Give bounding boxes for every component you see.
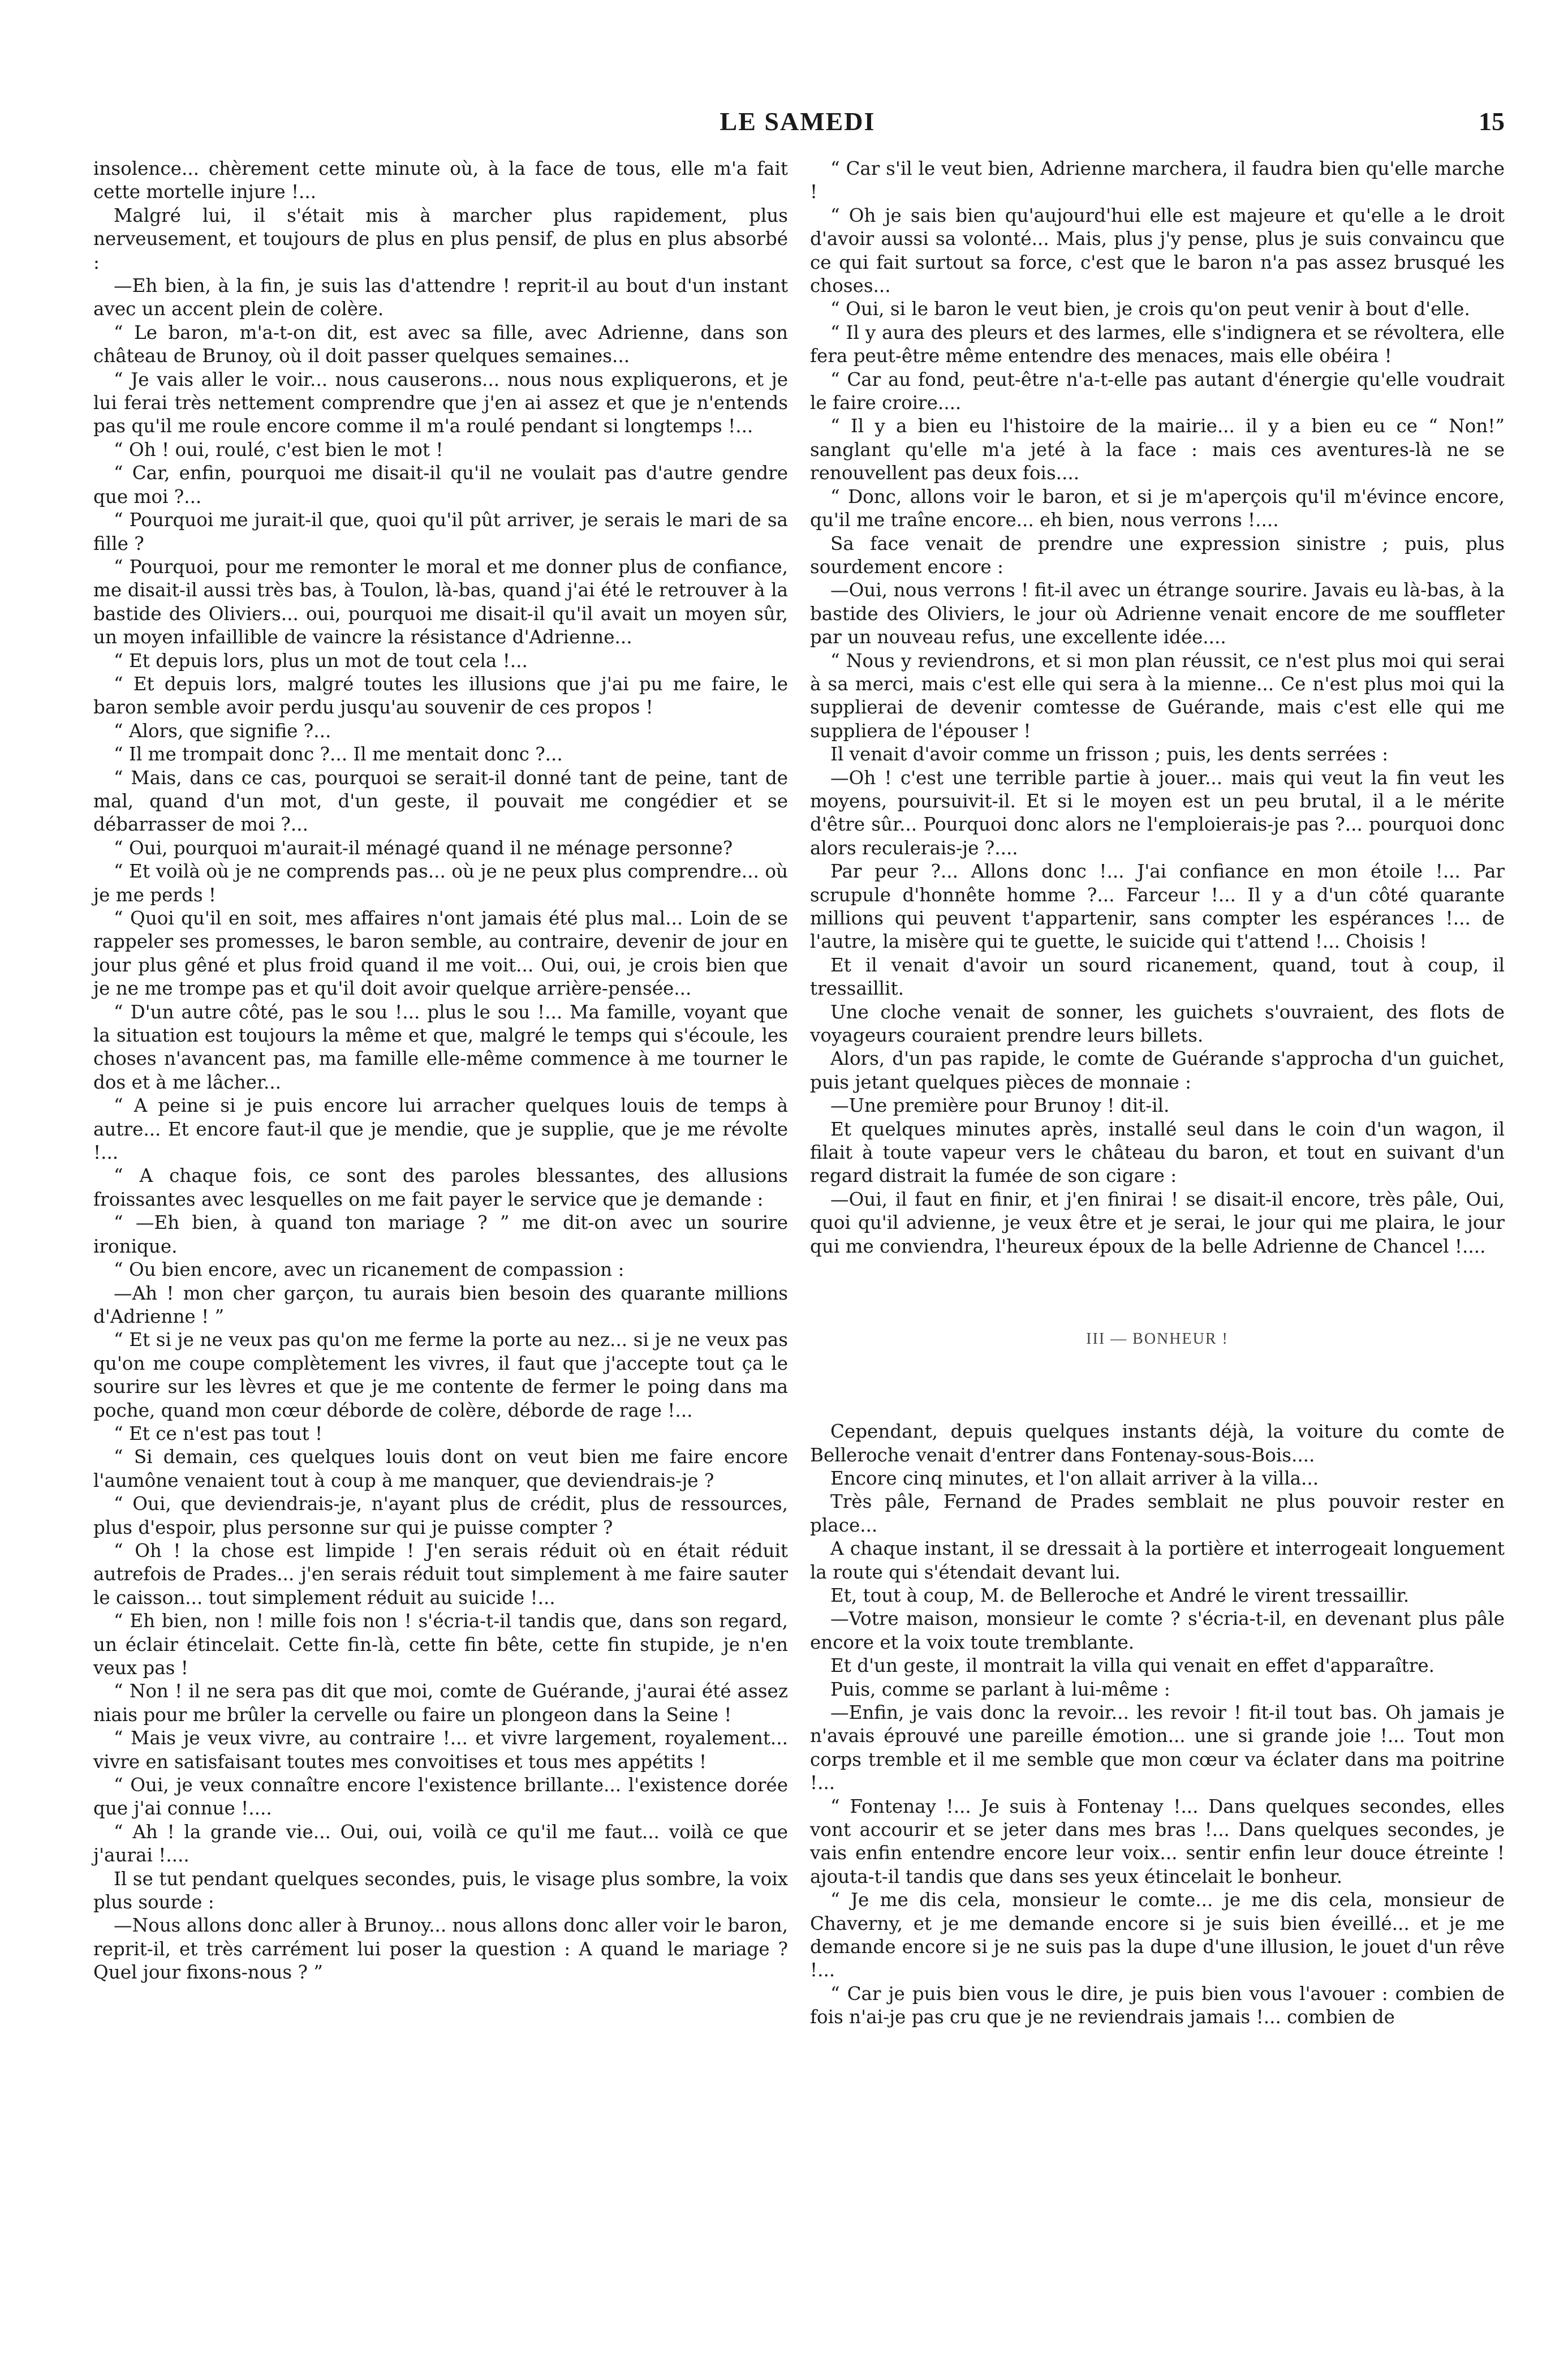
paragraph: Et d'un geste, il montrait la villa qui venait en effet d'apparaître. [830,1655,1435,1677]
paragraph: “ Oh ! la chose est limpide ! J'en serais réduit où en était réduit autrefois de Prades... j'en serais réduit tout simplement à me faire sauter le caisson... tout simplement réduit au suicide !... [93,1539,788,1609]
paragraph: “ Je vais aller le voir... nous causerons... nous nous expliquerons, et je lui ferai très nettement comprendre que j'en ai assez et que je n'entends pas qu'il me roule encore comme il m'a roulé pendant si longtemps !... [93,368,788,437]
paragraph: A chaque instant, il se dressait à la portière et interrogeait longuement la route qui s'étendait devant lui. [810,1538,1505,1583]
paragraph: “ Mais je veux vivre, au contraire !... et vivre largement, royalement... vivre en satisfaisant toutes mes convoitises et tous mes appétits ! [93,1727,788,1773]
paragraph: “ Oh ! oui, roulé, c'est bien le mot ! [114,438,443,461]
running-title: LE SAMEDI [720,107,876,136]
paragraph: Une cloche venait de sonner, les guichets s'ouvraient, des flots de voyageurs couraient prendre leurs billets. [810,1001,1505,1047]
paragraph: “ Pourquoi me jurait-il que, quoi qu'il pût arriver, je serais le mari de sa fille ? [93,509,788,554]
paragraph: “ Fontenay !... Je suis à Fontenay !... Dans quelques secondes, elles vont accourir et se jeter dans mes bras !... Dans quelques secondes, je vais enfin entendre encore leur voix... sentir enfin leur douce étreinte ! ajouta-t-il tandis que dans ses yeux étincelait le bonheur. [810,1795,1505,1887]
paragraph: Il venait d'avoir comme un frisson ; puis, les dents serrées : [830,743,1389,765]
paragraph: “ Alors, que signifie ?... [114,720,331,742]
paragraph: —Une première pour Brunoy ! dit-il. [830,1095,1170,1117]
paragraph: —Oui, il faut en finir, et j'en finirai ! se disait-il encore, très pâle, Oui, quoi qu'il advienne, je veux être et je serai, le jour qui me plaira, le jour qui me conviendra, l'heureux époux de la belle Adrienne de Chancel !.... [810,1188,1505,1257]
section-number: III [1086,1330,1106,1348]
paragraph: Malgré lui, il s'était mis à marcher plus rapidement, plus nerveusement, et toujours de plus en plus pensif, de plus en plus absorbé : [93,204,788,273]
paragraph: Encore cinq minutes, et l'on allait arriver à la villa... [830,1467,1319,1489]
paragraph: —Votre maison, monsieur le comte ? s'écria-t-il, en devenant plus pâle encore et la voix toute tremblante. [810,1608,1505,1653]
paragraph: —Nous allons donc aller à Brunoy... nous allons donc aller voir le baron, reprit-il, et très carrément lui poser la question : A quand le mariage ? Quel jour fixons-nous ? ” [93,1915,788,1984]
paragraph: “ Et si je ne veux pas qu'on me ferme la porte au nez... si je ne veux pas qu'on me coupe complètement les vivres, il faut que j'accepte tout ça le sourire sur les lèvres et que je me contente de fermer le poing dans ma poche, quand mon cœur déborde de colère, déborde de rage !... [93,1329,788,1421]
section-title: — BONHEUR ! [1110,1330,1229,1348]
paragraph: “ Oui, si le baron le veut bien, je crois qu'on peut venir à bout d'elle. [830,298,1470,320]
paragraph: —Enfin, je vais donc la revoir... les revoir ! fit-il tout bas. Oh jamais je n'avais éprouvé une pareille émotion... une si grande joie !... Tout mon corps tremble et il me semble que mon cœur va éclater dans ma poitrine !... [810,1701,1505,1794]
paragraph: “ Oui, pourquoi m'aurait-il ménagé quand il ne ménage personne? [114,837,733,859]
paragraph: —Oh ! c'est une terrible partie à jouer... mais qui veut la fin veut les moyens, poursuivit-il. Et si le moyen est un peu brutal, il a le mérite d'être sûr... Pourquoi donc alors ne l'emploierais-je pas ?... pourquoi donc alors reculerais-je ?.... [810,767,1505,859]
paragraph: “ D'un autre côté, pas le sou !... plus le sou !... Ma famille, voyant que la situation est toujours la même et que, malgré le temps qui s'écoule, les choses n'avancent pas, ma famille elle-même commence à me tourner le dos et à me lâcher... [93,1001,788,1093]
paragraph: insolence... chèrement cette minute où, à la face de tous, elle m'a fait cette mortelle injure !... [93,158,788,203]
paragraph: “ Je me dis cela, monsieur le comte... je me dis cela, monsieur de Chaverny, et je me demande encore si je suis bien éveillé... et je me demande encore si je ne suis pas la dupe d'une illusion, le jouet d'un rêve !... [810,1889,1505,1981]
paragraph: —Eh bien, à la fin, je suis las d'attendre ! reprit-il au bout d'un instant avec un accent plein de colère. [93,275,788,320]
paragraph: “ Ou bien encore, avec un ricanement de compassion : [114,1259,624,1281]
paragraph: “ Car je puis bien vous le dire, je puis bien vous l'avouer : combien de fois n'ai-je pas cru que je ne reviendrais jamais !... combien de [810,1982,1505,2028]
paragraph: “ Le baron, m'a-t-on dit, est avec sa fille, avec Adrienne, dans son château de Brunoy, où il doit passer quelques semaines... [93,321,788,367]
section-heading [810,1258,1505,1420]
paragraph: “ Pourquoi, pour me remonter le moral et me donner plus de confiance, me disait-il aussi très bas, à Toulon, là-bas, quand j'ai été le retrouver à la bastide des Oliviers... oui, pourquoi me disait-il qu'il avait un moyen sûr, un moyen infaillible de vaincre la résistance d'Adrienne... [93,556,788,648]
paragraph: “ Si demain, ces quelques louis dont on veut bien me faire encore l'aumône venaient tout à coup à me manquer, que deviendrais-je ? [93,1446,788,1491]
paragraph: “ A chaque fois, ce sont des paroles blessantes, des allusions froissantes avec lesquelles on me fait payer le service que je demande : [93,1165,788,1210]
paragraph: “ Eh bien, non ! mille fois non ! s'écria-t-il tandis que, dans son regard, un éclair étincelait. Cette fin-là, cette fin bête, cette fin stupide, je n'en veux pas ! [93,1610,788,1679]
paragraph: —Oui, nous verrons ! fit-il avec un étrange sourire. Javais eu là-bas, à la bastide des Oliviers, le jour où Adrienne venait encore de me souffleter par un nouveau refus, une excellente idée.... [810,579,1505,648]
paragraph: “ Oh je sais bien qu'aujourd'hui elle est majeure et qu'elle a le droit d'avoir aussi sa volonté... Mais, plus j'y pense, plus je suis convaincu que ce qui fait surtout sa force, c'est que le baron n'a pas assez brusqué les choses... [810,204,1505,297]
paragraph: Très pâle, Fernand de Prades semblait ne plus pouvoir rester en place... [810,1491,1505,1536]
paragraph: Et il venait d'avoir un sourd ricanement, quand, tout à coup, il tressaillit. [810,954,1505,1000]
paragraph: “ Il y a bien eu l'histoire de la mairie... il y a bien eu ce “ Non!” sanglant qu'elle m'a jeté à la face : mais ces aventures-là ne se renouvellent pas deux fois.... [810,415,1505,484]
paragraph: Cependant, depuis quelques instants déjà, la voiture du comte de Belleroche venait d'entrer dans Fontenay-sous-Bois.... [810,1421,1505,1466]
paragraph: Par peur ?... Allons donc !... J'ai confiance en mon étoile !... Par scrupule d'honnête homme ?... Farceur !... Il y a d'un côté quarante millions qui peuvent t'appartenir, sans compter les espérances !... de l'autre, la misère qui te guette, le suicide qui t'attend !... Choisis ! [810,861,1505,953]
paragraph: “ Ah ! la grande vie... Oui, oui, voilà ce qu'il me faut... voilà ce que j'aurai !.... [93,1821,788,1866]
paragraph: Il se tut pendant quelques secondes, puis, le visage plus sombre, la voix plus sourde : [93,1868,788,1913]
paragraph: “ Il y aura des pleurs et des larmes, elle s'indignera et se révoltera, elle fera peut-être même entendre des menaces, mais elle obéira ! [810,321,1505,367]
paragraph: Et quelques minutes après, installé seul dans le coin d'un wagon, il filait à toute vapeur vers le château du baron, et tout en suivant d'un regard distrait la fumée de son cigare : [810,1118,1505,1187]
paragraph: “ Et depuis lors, malgré toutes les illusions que j'ai pu me faire, le baron semble avoir perdu jusqu'au souvenir de ces propos ! [93,673,788,719]
paragraph: Alors, d'un pas rapide, le comte de Guérande s'approcha d'un guichet, puis jetant quelques pièces de monnaie : [810,1048,1505,1093]
right-column [810,157,1505,2029]
paragraph: “ Mais, dans ce cas, pourquoi se serait-il donné tant de peine, tant de mal, quand d'un mot, d'un geste, il pouvait me congédier et se débarrasser de moi ?... [93,767,788,836]
paragraph: —Ah ! mon cher garçon, tu aurais bien besoin des quarante millions d'Adrienne ! ” [93,1282,788,1327]
paragraph: “ Et voilà où je ne comprends pas... où je ne peux plus comprendre... où je me perds ! [93,861,788,906]
paragraph: “ Oui, que deviendrais-je, n'ayant plus de crédit, plus de ressources, plus d'espoir, plus personne sur qui je puisse compter ? [93,1493,788,1538]
paragraph: “ —Eh bien, à quand ton mariage ? ” me dit-on avec un sourire ironique. [93,1212,788,1257]
left-column [93,157,788,1985]
paragraph: “ Car, enfin, pourquoi me disait-il qu'il ne voulait pas d'autre gendre que moi ?... [93,462,788,508]
page-number: 15 [1479,107,1505,136]
page-header [91,106,1505,146]
paragraph: “ Car au fond, peut-être n'a-t-elle pas autant d'énergie qu'elle voudrait le faire croire.... [810,368,1505,414]
paragraph: “ Et ce n'est pas tout ! [114,1422,323,1444]
paragraph: “ Quoi qu'il en soit, mes affaires n'ont jamais été plus mal... Loin de se rappeler ses promesses, le baron semble, au contraire, devenir de jour en jour plus gêné et plus froid quand il me voit... Oui, oui, je crois bien que je ne me trompe pas et qu'il doit avoir quelque arrière-pensée... [93,908,788,1000]
paragraph: “ Non ! il ne sera pas dit que moi, comte de Guérande, j'aurai été assez niais pour me brûler la cervelle ou faire un plongeon dans la Seine ! [93,1680,788,1726]
paragraph: “ Donc, allons voir le baron, et si je m'aperçois qu'il m'évince encore, qu'il me traîne encore... eh bien, nous verrons !.... [810,485,1505,531]
paragraph: “ Nous y reviendrons, et si mon plan réussit, ce n'est plus moi qui serai à sa merci, mais c'est elle qui sera à la mienne... Ce n'est plus moi qui la supplierai de devenir comtesse de Guérande, mais c'est elle qui me suppliera de l'épouser ! [810,650,1505,742]
paragraph: Et, tout à coup, M. de Belleroche et André le virent tressaillir. [830,1584,1410,1606]
paragraph: “ Et depuis lors, plus un mot de tout cela !... [114,650,528,672]
paragraph: “ Car s'il le veut bien, Adrienne marchera, il faudra bien qu'elle marche ! [810,158,1505,203]
paragraph: “ Oui, je veux connaître encore l'existence brillante... l'existence dorée que j'ai connue !.... [93,1774,788,1820]
paragraph: “ Il me trompait donc ?... Il me mentait donc ?... [114,743,563,765]
paragraph: Puis, comme se parlant à lui-même : [830,1678,1170,1700]
paragraph: “ A peine si je puis encore lui arracher quelques louis de temps à autre... Et encore faut-il que je mendie, que je supplie, que je me révolte !... [93,1095,788,1164]
paragraph: Sa face venait de prendre une expression sinistre ; puis, plus sourdement encore : [810,532,1505,578]
